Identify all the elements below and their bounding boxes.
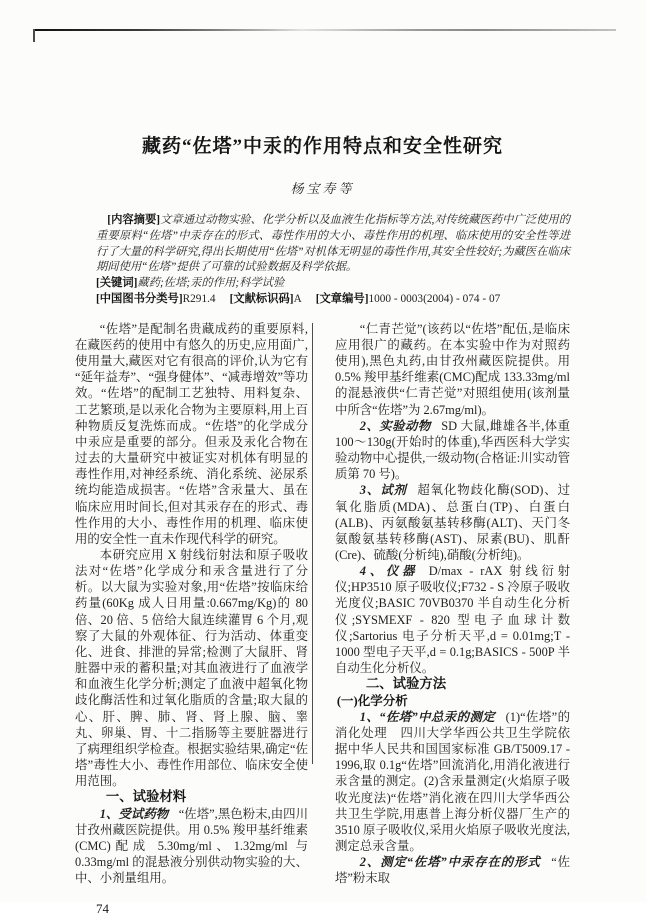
item-animals-label: 2、实验动物 — [359, 418, 431, 433]
column-divider-rule — [312, 323, 313, 764]
article-id-label: [文章编号] — [315, 292, 369, 305]
item-reagents-text: 超氧化物歧化酶(SOD)、过氧化脂质(MDA)、总蛋白(TP)、白蛋白(ALB)、丙氨酸氨基转移酶(ALT)、天门冬氨酸氨基转移酶(AST)、尿素(BU)、肌酐(Cre)、硫酸(分析纯),硝酸(分析纯)。 — [335, 483, 570, 562]
keywords-text: 藏药;佐塔;汞的作用;科学试验 — [137, 277, 285, 290]
two-column-body — [75, 321, 570, 918]
item-reagents-label: 3、试剂 — [359, 483, 407, 498]
article-id-value: 1000 - 0003(2004) - 074 - 07 — [368, 292, 501, 305]
section-heading-methods: 二、试验方法 — [365, 676, 447, 692]
keywords-line — [96, 276, 570, 292]
page-content — [75, 0, 570, 918]
item-animals-text: SD 大鼠,雌雄各半,体重 100～130g(开始时的体重),华西医科大学实验动物中心提供,一级动物(合格证:川实动管质第 70 号)。 — [335, 418, 570, 482]
keywords-label: [关键词] — [96, 277, 138, 290]
item-instruments — [335, 563, 570, 676]
item-total-mercury-label: 1、“佐塔”中总汞的测定 — [359, 709, 496, 724]
clc-label: [中国图书分类号] — [96, 292, 183, 305]
item-test-drug-label: 1、受试药物 — [99, 806, 169, 821]
item-instruments-text: D/max - rAX 射线衍射仪;HP3510 原子吸收仪;F732 - S 冷原子吸收光度仪;BASIC 70VB0370 半自动生化分析仪;SYSMEXF - 820 型电子血球计数仪;Sartorius 电子分析天平,d = 0.01mg;T - 1000 型电子天平,d = 0.1g;BASICS - 500P 半自动生化分析仪。 — [335, 564, 570, 676]
subsection-heading-chemical-analysis: (一)化学分析 — [336, 693, 408, 708]
paper-title: 藏药“佐塔”中汞的作用特点和安全性研究 — [141, 136, 503, 157]
abstract-text: 文章通过动物实验、化学分析以及血液生化指标等方法,对传统藏医药中广泛使用的重要原料“佐塔”中汞存在的形式、毒性作用的大小、毒性作用的机理、临床使用的安全性等进行了大量的科学研究,得出长期使用“佐塔”对机体无明显的毒性作用,其安全性较好;为藏医在临床期间使用“佐塔”提供了可靠的试验数据及科学依据。 — [96, 214, 571, 274]
scan-edge-tick — [33, 29, 35, 42]
section-heading-materials: 一、试验材料 — [105, 789, 187, 805]
clc-value: R291.4 — [182, 292, 216, 305]
item-test-drug-text: “佐塔”,黑色粉末,由四川甘孜州藏医院提供。用 0.5% 羧甲基纤维素(CMC)配成 5.30mg/ml、1.32mg/ml 与 0.33mg/ml 的混悬液分别供动物实验的大、中、小剂量组用。 — [75, 806, 308, 886]
abstract-paragraph — [96, 213, 570, 276]
item-test-drug — [75, 806, 308, 887]
item-reagents — [335, 482, 570, 563]
abstract-block — [96, 213, 570, 308]
item-mercury-form-text: “佐塔”粉末取 — [335, 855, 570, 886]
left-column — [75, 321, 308, 918]
study-overview-paragraph: 本研究应用 X 射线衍射法和原子吸收法对“佐塔”化学成分和汞含量进行了分析。以大鼠为实验对象,用“佐塔”按临床给药量(60Kg 成人日用量:0.667mg/Kg)的 80 倍、20 倍、5 倍给大鼠连续灌胃 6 个月,观察了大鼠的外观体征、行为活动、体重变化、进食、排泄的异常;检测了大鼠肝、肾脏器中汞的蓄积量;对其血液进行了血液学和血液生化学分析;测定了血液中超氧化物歧化酶活性和过氧化脂质的含量;取大鼠的心、肝、脾、肺、肾、肾上腺、脑、睾丸、卵巢、胃、十二指肠等主要脏器进行了病理组织学检查。根据实验结果,确定“佐塔”毒性大小、毒性作用部位、临床安全使用范围。 — [75, 547, 308, 789]
page-number: 74 — [96, 901, 109, 917]
abstract-label: [内容摘要] — [107, 214, 161, 226]
item-total-mercury — [335, 709, 570, 854]
right-column — [335, 321, 570, 918]
meta-line — [96, 292, 570, 308]
doc-code-value: A — [293, 292, 302, 305]
intro-paragraph: “佐塔”是配制名贵藏成药的重要原料,在藏医药的使用中有悠久的历史,应用面广,使用量大,藏医对它有很高的评价,认为它有“延年益寿”、“强身健体”、“减毒增效”等功效。“佐塔”的配制工艺独特、用料复杂、工艺繁琐,是以汞化合物为主要原料,用上百种物质反复洗炼而成。“佐塔”的化学成分中汞应是重要的部分。但汞及汞化合物在过去的大量研究中被证实对机体有明显的毒性作用,对神经系统、消化系统、泌尿系统均能造成损害。“佐塔”含汞量大、虽在临床应用时间长,但对其汞存在的形式、毒性作用的大小、毒性作用的机理、临床使用的安全性一直未作现代科学的研究。 — [75, 321, 308, 546]
item-instruments-label: 4、仪器 — [359, 564, 419, 579]
item-animals — [335, 418, 570, 483]
item-total-mercury-text: (1)“佐塔”的消化处理 四川大学华西公共卫生学院依据中华人民共和国国家标准 GB/T5009.17 - 1996,取 0.1g“佐塔”回流消化,用消化液进行汞含量的测定。(2)含汞量测定(火焰原子吸收光度法)“佐塔”消化液在四川大学华西公共卫生学院,用惠普上海分析仪器厂生产的 3510 原子吸收仪,采用火焰原子吸收光度法,测定总汞含量。 — [335, 709, 570, 854]
control-drug-paragraph: “仁青芒觉”(该药以“佐塔”配伍,是临床应用很广的藏药。在本实验中作为对照药使用),黑色丸药,由甘孜州藏医院提供。用 0.5% 羧甲基纤维素(CMC)配成 133.33mg/ml 的混悬液供“仁青芒觉”对照组使用(该剂量中所含“佐塔”为 2.67mg/ml)。 — [335, 321, 570, 417]
item-mercury-form-label: 2、测定“佐塔”中汞存在的形式 — [359, 855, 541, 870]
author-line: 杨宝寿等 — [290, 181, 355, 196]
item-mercury-form — [335, 854, 570, 886]
doc-code-label: [文献标识码] — [229, 292, 294, 305]
